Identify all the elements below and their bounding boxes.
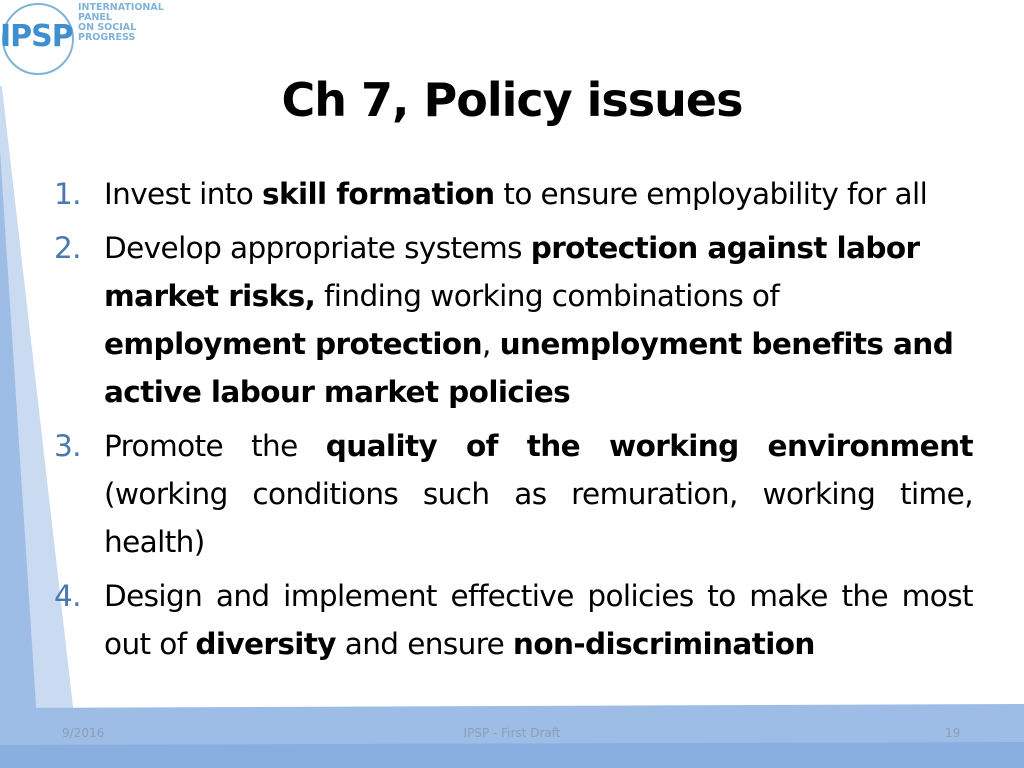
logo-text [78, 3, 188, 43]
bold-text: skill formation [262, 177, 495, 211]
bold-text: employment protection [104, 327, 483, 361]
list-item-number: 4. [54, 579, 81, 613]
policy-list [48, 170, 973, 674]
slide-footer [0, 722, 1024, 744]
list-item [48, 170, 973, 218]
text: finding working combinations of [315, 279, 780, 313]
bold-text: diversity [195, 627, 336, 661]
footer-date: 9/2016 [62, 726, 105, 740]
logo-line-1: INTERNATIONAL PANEL [78, 2, 164, 23]
footer-center-text: IPSP - First Draft [463, 726, 561, 740]
slide-title: Ch 7, Policy issues [281, 73, 743, 127]
list-item-number: 2. [54, 231, 81, 265]
text: Promote the [104, 429, 326, 463]
text: to ensure employability for all [494, 177, 928, 211]
list-item [48, 224, 973, 416]
page-number: 19 [945, 726, 961, 740]
text: (working conditions such as remuration, working time, health) [104, 477, 973, 559]
logo-letters: IPSP [0, 19, 73, 54]
logo-line-2: ON SOCIAL PROGRESS [78, 22, 137, 43]
list-item-number: 1. [54, 177, 81, 211]
text: and ensure [335, 627, 513, 661]
list-item [48, 422, 973, 566]
list-item [48, 572, 973, 668]
text: Develop appropriate systems [104, 231, 531, 265]
text: , [482, 327, 500, 361]
text: Design and implement effective policies to make the most out of [104, 579, 973, 661]
bold-text: unemployment benefits and active labour market policies [104, 327, 954, 409]
bold-text: non-discrimination [512, 627, 815, 661]
list-item-number: 3. [54, 429, 81, 463]
bold-text: quality of the working environment [325, 429, 973, 463]
text: Invest into [104, 177, 263, 211]
bold-text: protection against labor market risks, [104, 231, 920, 313]
